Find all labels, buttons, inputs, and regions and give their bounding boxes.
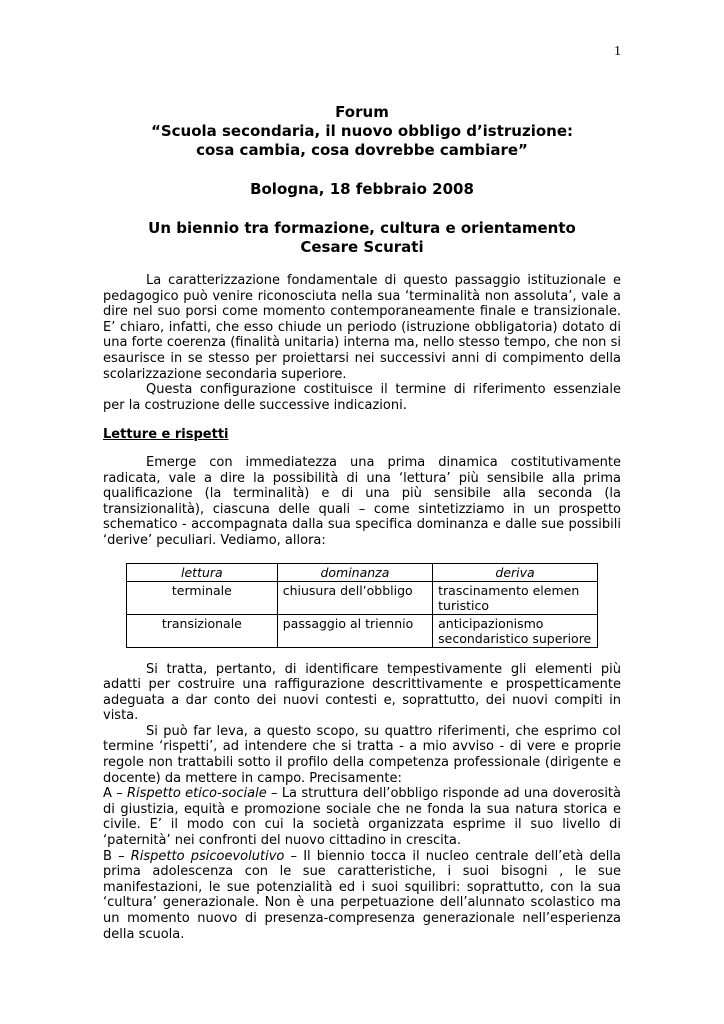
readings-table (126, 563, 598, 648)
forum-title-line-1: “Scuola secondaria, il nuovo obbligo d’istruzione: (150, 122, 574, 140)
item-a-paragraph (103, 786, 621, 848)
location-date: Bologna, 18 febbraio 2008 (250, 180, 474, 198)
section-paragraph-2: Si tratta, pertanto, di identificare tempestivamente gli elementi più adatti per costruire una raffigurazione descrittivamente e prospetticamente adeguata a dar conto dei nuovi contesti e, soprattutto, dei nuovi compiti in vista. (103, 661, 621, 724)
table-row (127, 581, 598, 614)
item-b-prefix: B – (103, 848, 131, 864)
item-a-title: Rispetto etico-sociale (127, 786, 267, 802)
table-cell: trascinamento elemen turistico (433, 581, 598, 614)
table-header-lettura: lettura (127, 563, 278, 581)
table-header-deriva: deriva (433, 563, 598, 581)
section-paragraph-1: Emerge con immediatezza una prima dinamica costitutivamente radicata, vale a dire la possibilità di una ‘lettura’ più sensibile alla prima qualificazione (la terminalità) e di una più sensibile alla seconda (la transizionalità), ciascuna delle quali – come sintetizziamo in un prospetto schematico - accompagnata dalla sua specifica dominanza e dalle sue possibili ‘derive’ peculiari. Vediamo, allora: (103, 454, 621, 548)
table-cell: chiusura dell’obbligo (277, 581, 432, 614)
table-cell: terminale (127, 581, 278, 614)
title-block (103, 103, 621, 257)
subtitle: Un biennio tra formazione, cultura e orientamento (148, 219, 576, 237)
intro-paragraph-1: La caratterizzazione fondamentale di questo passaggio istituzionale e pedagogico può venire riconosciuta nella sua ‘terminalità non assoluta’, vale a dire nel suo porsi come momento contemporaneamente finale e transizionale. E’ chiaro, infatti, che esso chiude un periodo (istruzione obbligatoria) dotato di una forte coerenza (finalità unitaria) interna ma, nello stesso tempo, che non si esaurisce in se stesso per proiettarsi nei successivi anni di compimento della scolarizzazione secondaria superiore. (103, 273, 621, 382)
table-header-dominanza: dominanza (277, 563, 432, 581)
table-cell: passaggio al triennio (277, 614, 432, 647)
item-b-title: Rispetto psicoevolutivo (130, 848, 285, 864)
table-header-row (127, 563, 598, 581)
item-a-prefix: A – (103, 786, 128, 802)
section-heading: Letture e rispetti (103, 427, 229, 443)
author: Cesare Scurati (300, 238, 424, 256)
item-b-paragraph (103, 849, 621, 943)
table-cell: anticipazionismo secondaristico superiore (433, 614, 598, 647)
item-a-text: – La struttura dell’obbligo risponde ad una doverosità di giustizia, equità e promozione sociale che ne fonda la sua natura storica e civile. E’ il modo con cui la società organizzata esprime il suo livello di ‘paternità’ nei confronti del nuovo cittadino in crescita. (103, 786, 621, 849)
table-row (127, 614, 598, 647)
intro-paragraph-2: Questa configurazione costituisce il termine di riferimento essenziale per la costruzione delle successive indicazioni. (103, 382, 621, 413)
page-number: 1 (614, 44, 621, 59)
section-paragraph-3: Si può far leva, a questo scopo, su quattro riferimenti, che esprimo col termine ‘rispetti’, ad intendere che si tratta - a mio avviso - di vere e proprie regole non trattabili sotto il profilo della competenza professionale (dirigente e docente) da mettere in campo. Precisamente: (103, 723, 621, 786)
forum-label: Forum (335, 103, 389, 121)
table-cell: transizionale (127, 614, 278, 647)
document-body (103, 273, 621, 942)
item-b-text: – Il biennio tocca il nucleo centrale dell’età della prima adolescenza con le sue caratteristiche, i suoi bisogni , le sue manifestazioni, le sue potenzialità ed i suoi squilibri: soprattutto, con la sua ‘cultura’ generazionale. Non è una perpetuazione dell’alunnato scolastico ma un momento nuovo di presenza-compresenza generazionale nell’esperienza della scuola. (103, 848, 621, 942)
forum-title-line-2: cosa cambia, cosa dovrebbe cambiare” (196, 141, 528, 159)
